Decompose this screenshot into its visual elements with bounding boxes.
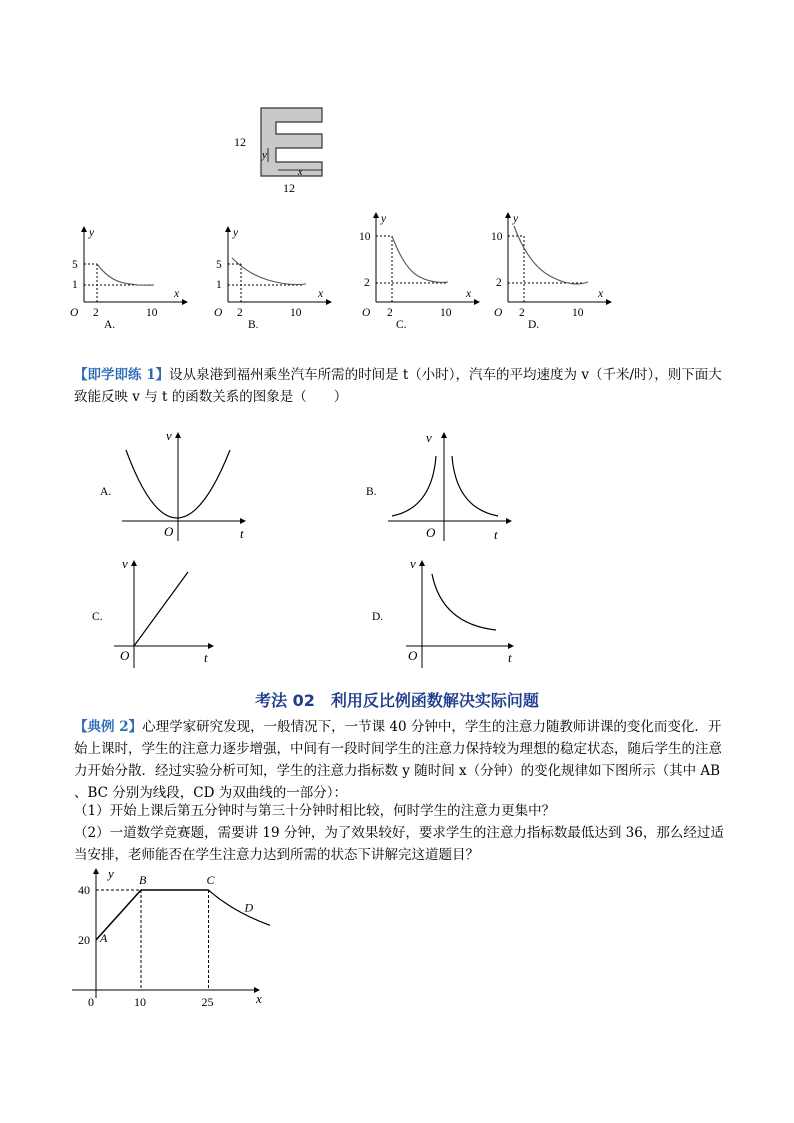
vt-b-v: v	[426, 430, 432, 445]
graph-c-origin: O	[362, 307, 371, 319]
xtick-25: 25	[201, 995, 214, 1009]
graph-d-x: x	[598, 288, 604, 300]
ytick-40: 40	[78, 883, 90, 897]
vt-c-option: C.	[92, 611, 103, 623]
small-graph-d	[488, 208, 618, 334]
e-var-x: x	[298, 167, 303, 178]
point-b: B	[139, 873, 147, 887]
chart-ylabel: y	[108, 866, 114, 881]
graph-d-ytick-low: 2	[496, 277, 502, 289]
vt-graph-c	[88, 554, 248, 670]
vt-a-option: A.	[100, 486, 112, 498]
vt-b-o: O	[426, 525, 436, 540]
vt-a-v: v	[166, 428, 172, 443]
vt-c-v: v	[122, 556, 128, 571]
graph-a-xtick-2: 2	[93, 307, 99, 319]
xtick-0: 0	[88, 995, 94, 1009]
graph-c-xtick-2: 2	[387, 307, 393, 319]
graph-d-xtick-10: 10	[572, 307, 584, 319]
point-d: D	[244, 900, 254, 915]
graph-b-xtick-10: 10	[290, 307, 302, 319]
graph-b-ytick-top: 5	[216, 259, 222, 271]
vt-d-v: v	[410, 556, 416, 571]
vt-a-o: O	[164, 524, 174, 539]
example-2-tag: 【典例 2】	[74, 719, 143, 735]
graph-b-ytick-low: 1	[216, 279, 222, 291]
small-graph-a	[64, 222, 194, 334]
small-graph-c	[356, 208, 486, 334]
vt-d-o: O	[408, 648, 418, 663]
graph-b-xtick-2: 2	[237, 307, 243, 319]
example-2-text: 心理学家研究发现，一般情况下，一节课 40 分钟中，学生的注意力随教师讲课的变化而变化．开始上课时，学生的注意力逐步增强，中间有一段时间学生的注意力保持较为理想的稳定状态，随后学生的注意力开始分散．经过实验分析可知，学生的注意力指标数 y 随时间 x（分钟）的变化规律如下图所示（其中 AB 、BC 分别为线段，CD 为双曲线的一部分）：	[74, 719, 722, 801]
vt-c-t: t	[204, 650, 208, 665]
e-var-y: y	[262, 149, 267, 161]
ytick-20: 20	[78, 933, 90, 947]
graph-c-option: C.	[396, 319, 407, 331]
graph-c-ytick-low: 2	[364, 277, 370, 289]
point-c: C	[206, 873, 215, 887]
vt-d-t: t	[508, 650, 512, 665]
practice-1-question	[74, 364, 726, 408]
graph-c-y: y	[381, 213, 387, 225]
section-heading: 考法 02 利用反比例函数解决实际问题	[255, 691, 539, 710]
graph-b-y: y	[233, 227, 239, 239]
graph-d-option: D.	[528, 319, 540, 331]
example-2-question	[74, 716, 726, 804]
graph-d-y: y	[513, 213, 519, 225]
small-graph-b	[208, 222, 338, 334]
graph-a-ytick-low: 1	[72, 279, 78, 291]
graph-c-ytick-top: 10	[359, 231, 371, 243]
graph-c-x: x	[466, 288, 472, 300]
e-label-bottom: 12	[283, 181, 295, 195]
vt-a-t: t	[240, 526, 244, 541]
vt-c-o: O	[120, 648, 130, 663]
practice-1-tag: 【即学即练 1】	[74, 367, 170, 383]
graph-d-xtick-2: 2	[519, 307, 525, 319]
graph-a-xtick-10: 10	[146, 307, 158, 319]
e-label-left: 12	[234, 135, 246, 149]
graph-c-xtick-10: 10	[440, 307, 452, 319]
vt-b-option: B.	[366, 486, 377, 498]
vt-graph-d	[368, 554, 528, 670]
example-2-q1: （1）开始上课后第五分钟时与第三十分钟时相比较，何时学生的注意力更集中？	[74, 803, 556, 819]
practice-1-text: 设从泉港到福州乘坐汽车所需的时间是 t（小时），汽车的平均速度为 v（千米/时），则下面大致能反映 v 与 t 的函数关系的图象是（ ）	[74, 367, 722, 405]
attention-chart	[70, 864, 270, 1010]
point-a: A	[100, 931, 108, 945]
graph-a-y: y	[89, 227, 95, 239]
graph-d-ytick-top: 10	[491, 231, 503, 243]
series-cd-curve	[209, 890, 271, 928]
vt-graph-a	[96, 426, 256, 544]
vt-graph-b	[362, 426, 522, 544]
graph-a-origin: O	[70, 307, 79, 319]
graph-b-x: x	[318, 288, 324, 300]
xtick-10: 10	[134, 995, 146, 1009]
graph-b-origin: O	[214, 307, 223, 319]
graph-d-origin: O	[494, 307, 503, 319]
vt-d-option: D.	[372, 611, 384, 623]
vt-b-t: t	[494, 527, 498, 542]
chart-xlabel: x	[256, 991, 262, 1006]
graph-a-option: A.	[104, 319, 116, 331]
graph-a-ytick-top: 5	[72, 259, 78, 271]
graph-b-option: B.	[248, 319, 259, 331]
e-shape-figure	[226, 100, 336, 196]
example-2-q2: （2）一道数学竞赛题，需要讲 19 分钟，为了效果较好，要求学生的注意力指标数最低达到 36，那么经过适当安排，老师能否在学生注意力达到所需的状态下讲解完这道题目？	[74, 825, 724, 863]
graph-a-x: x	[174, 288, 180, 300]
